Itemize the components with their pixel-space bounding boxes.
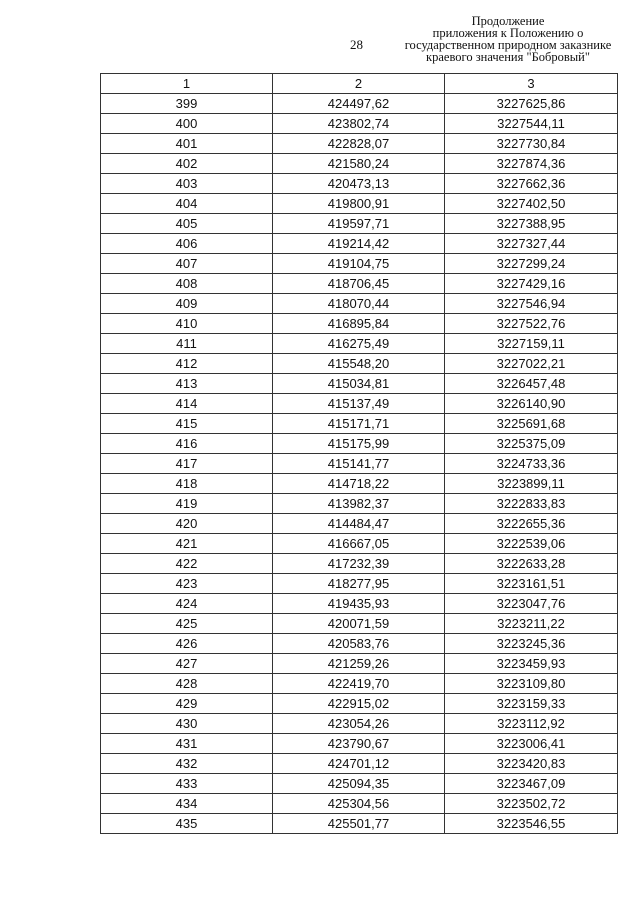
- table-row: [101, 774, 618, 794]
- table-row: [101, 154, 618, 174]
- x-coordinate-cell: 418070,44: [273, 294, 445, 314]
- table-header-row: [101, 74, 618, 94]
- y-coordinate-cell: 3227730,84: [445, 134, 618, 154]
- y-coordinate-cell: 3223245,36: [445, 634, 618, 654]
- x-coordinate-cell: 421259,26: [273, 654, 445, 674]
- y-coordinate-cell: 3227662,36: [445, 174, 618, 194]
- y-coordinate-cell: 3227299,24: [445, 254, 618, 274]
- x-coordinate-cell: 422915,02: [273, 694, 445, 714]
- point-number-cell: 421: [101, 534, 273, 554]
- point-number-cell: 400: [101, 114, 273, 134]
- y-coordinate-cell: 3223459,93: [445, 654, 618, 674]
- header-caption-line: приложения к Положению о: [432, 26, 584, 40]
- x-coordinate-cell: 416667,05: [273, 534, 445, 554]
- x-coordinate-cell: 415175,99: [273, 434, 445, 454]
- y-coordinate-cell: 3225375,09: [445, 434, 618, 454]
- y-coordinate-cell: 3227544,11: [445, 114, 618, 134]
- point-number-cell: 416: [101, 434, 273, 454]
- table-row: [101, 794, 618, 814]
- table-row: [101, 134, 618, 154]
- y-coordinate-cell: 3222633,28: [445, 554, 618, 574]
- column-header-3: 3: [445, 74, 618, 94]
- point-number-cell: 435: [101, 814, 273, 834]
- y-coordinate-cell: 3226140,90: [445, 394, 618, 414]
- x-coordinate-cell: 422419,70: [273, 674, 445, 694]
- y-coordinate-cell: 3223109,80: [445, 674, 618, 694]
- point-number-cell: 401: [101, 134, 273, 154]
- table-row: [101, 554, 618, 574]
- table-row: [101, 594, 618, 614]
- point-number-cell: 405: [101, 214, 273, 234]
- x-coordinate-cell: 425304,56: [273, 794, 445, 814]
- x-coordinate-cell: 418706,45: [273, 274, 445, 294]
- table-row: [101, 474, 618, 494]
- y-coordinate-cell: 3227388,95: [445, 214, 618, 234]
- y-coordinate-cell: 3223211,22: [445, 614, 618, 634]
- y-coordinate-cell: 3227874,36: [445, 154, 618, 174]
- point-number-cell: 411: [101, 334, 273, 354]
- table-body: [101, 94, 618, 834]
- point-number-cell: 402: [101, 154, 273, 174]
- y-coordinate-cell: 3223159,33: [445, 694, 618, 714]
- table-row: [101, 514, 618, 534]
- x-coordinate-cell: 420473,13: [273, 174, 445, 194]
- x-coordinate-cell: 414718,22: [273, 474, 445, 494]
- column-header-2: 2: [273, 74, 445, 94]
- point-number-cell: 407: [101, 254, 273, 274]
- y-coordinate-cell: 3223161,51: [445, 574, 618, 594]
- table-row: [101, 654, 618, 674]
- point-number-cell: 413: [101, 374, 273, 394]
- point-number-cell: 408: [101, 274, 273, 294]
- table-row: [101, 374, 618, 394]
- point-number-cell: 427: [101, 654, 273, 674]
- table-row: [101, 714, 618, 734]
- y-coordinate-cell: 3227327,44: [445, 234, 618, 254]
- table-row: [101, 214, 618, 234]
- point-number-cell: 422: [101, 554, 273, 574]
- point-number-cell: 414: [101, 394, 273, 414]
- x-coordinate-cell: 417232,39: [273, 554, 445, 574]
- point-number-cell: 429: [101, 694, 273, 714]
- x-coordinate-cell: 420071,59: [273, 614, 445, 634]
- table-row: [101, 414, 618, 434]
- table-row: [101, 454, 618, 474]
- y-coordinate-cell: 3227159,11: [445, 334, 618, 354]
- header-caption: [392, 15, 624, 63]
- x-coordinate-cell: 420583,76: [273, 634, 445, 654]
- table-row: [101, 534, 618, 554]
- x-coordinate-cell: 415171,71: [273, 414, 445, 434]
- table-row: [101, 274, 618, 294]
- x-coordinate-cell: 423790,67: [273, 734, 445, 754]
- y-coordinate-cell: 3223502,72: [445, 794, 618, 814]
- point-number-cell: 420: [101, 514, 273, 534]
- table-row: [101, 634, 618, 654]
- point-number-cell: 412: [101, 354, 273, 374]
- point-number-cell: 406: [101, 234, 273, 254]
- point-number-cell: 434: [101, 794, 273, 814]
- y-coordinate-cell: 3224733,36: [445, 454, 618, 474]
- table-row: [101, 674, 618, 694]
- y-coordinate-cell: 3223546,55: [445, 814, 618, 834]
- y-coordinate-cell: 3227022,21: [445, 354, 618, 374]
- y-coordinate-cell: 3227522,76: [445, 314, 618, 334]
- y-coordinate-cell: 3222655,36: [445, 514, 618, 534]
- y-coordinate-cell: 3225691,68: [445, 414, 618, 434]
- point-number-cell: 428: [101, 674, 273, 694]
- x-coordinate-cell: 421580,24: [273, 154, 445, 174]
- table-row: [101, 694, 618, 714]
- x-coordinate-cell: 425501,77: [273, 814, 445, 834]
- x-coordinate-cell: 416275,49: [273, 334, 445, 354]
- table-row: [101, 494, 618, 514]
- y-coordinate-cell: 3227546,94: [445, 294, 618, 314]
- y-coordinate-cell: 3223899,11: [445, 474, 618, 494]
- x-coordinate-cell: 415034,81: [273, 374, 445, 394]
- x-coordinate-cell: 419435,93: [273, 594, 445, 614]
- table-row: [101, 754, 618, 774]
- table-row: [101, 334, 618, 354]
- point-number-cell: 419: [101, 494, 273, 514]
- point-number-cell: 426: [101, 634, 273, 654]
- header-caption-line: краевого значения "Бобровый": [426, 50, 590, 64]
- y-coordinate-cell: 3223420,83: [445, 754, 618, 774]
- y-coordinate-cell: 3227625,86: [445, 94, 618, 114]
- y-coordinate-cell: 3223006,41: [445, 734, 618, 754]
- y-coordinate-cell: 3227429,16: [445, 274, 618, 294]
- x-coordinate-cell: 415141,77: [273, 454, 445, 474]
- table-row: [101, 574, 618, 594]
- x-coordinate-cell: 419104,75: [273, 254, 445, 274]
- x-coordinate-cell: 419597,71: [273, 214, 445, 234]
- table-row: [101, 174, 618, 194]
- point-number-cell: 430: [101, 714, 273, 734]
- y-coordinate-cell: 3223467,09: [445, 774, 618, 794]
- x-coordinate-cell: 422828,07: [273, 134, 445, 154]
- table-row: [101, 294, 618, 314]
- table-row: [101, 314, 618, 334]
- point-number-cell: 431: [101, 734, 273, 754]
- point-number-cell: 425: [101, 614, 273, 634]
- table-row: [101, 114, 618, 134]
- table-row: [101, 394, 618, 414]
- point-number-cell: 399: [101, 94, 273, 114]
- x-coordinate-cell: 425094,35: [273, 774, 445, 794]
- point-number-cell: 424: [101, 594, 273, 614]
- point-number-cell: 409: [101, 294, 273, 314]
- table-row: [101, 734, 618, 754]
- y-coordinate-cell: 3222539,06: [445, 534, 618, 554]
- x-coordinate-cell: 424497,62: [273, 94, 445, 114]
- x-coordinate-cell: 414484,47: [273, 514, 445, 534]
- y-coordinate-cell: 3222833,83: [445, 494, 618, 514]
- table-row: [101, 234, 618, 254]
- x-coordinate-cell: 419214,42: [273, 234, 445, 254]
- x-coordinate-cell: 424701,12: [273, 754, 445, 774]
- y-coordinate-cell: 3226457,48: [445, 374, 618, 394]
- x-coordinate-cell: 415137,49: [273, 394, 445, 414]
- table-row: [101, 614, 618, 634]
- point-number-cell: 404: [101, 194, 273, 214]
- point-number-cell: 418: [101, 474, 273, 494]
- x-coordinate-cell: 416895,84: [273, 314, 445, 334]
- table-row: [101, 354, 618, 374]
- table-row: [101, 194, 618, 214]
- table-row: [101, 814, 618, 834]
- table-row: [101, 94, 618, 114]
- point-number-cell: 410: [101, 314, 273, 334]
- y-coordinate-cell: 3227402,50: [445, 194, 618, 214]
- x-coordinate-cell: 415548,20: [273, 354, 445, 374]
- y-coordinate-cell: 3223047,76: [445, 594, 618, 614]
- point-number-cell: 417: [101, 454, 273, 474]
- column-header-1: 1: [101, 74, 273, 94]
- x-coordinate-cell: 423802,74: [273, 114, 445, 134]
- y-coordinate-cell: 3223112,92: [445, 714, 618, 734]
- x-coordinate-cell: 423054,26: [273, 714, 445, 734]
- header-caption-line: Продолжение: [471, 14, 545, 28]
- x-coordinate-cell: 419800,91: [273, 194, 445, 214]
- x-coordinate-cell: 418277,95: [273, 574, 445, 594]
- point-number-cell: 433: [101, 774, 273, 794]
- point-number-cell: 423: [101, 574, 273, 594]
- header-caption-line: государственном природном заказнике: [404, 38, 612, 52]
- coordinates-table: [100, 73, 618, 834]
- table-row: [101, 434, 618, 454]
- table-row: [101, 254, 618, 274]
- point-number-cell: 415: [101, 414, 273, 434]
- x-coordinate-cell: 413982,37: [273, 494, 445, 514]
- point-number-cell: 403: [101, 174, 273, 194]
- page-number: 28: [350, 37, 363, 52]
- point-number-cell: 432: [101, 754, 273, 774]
